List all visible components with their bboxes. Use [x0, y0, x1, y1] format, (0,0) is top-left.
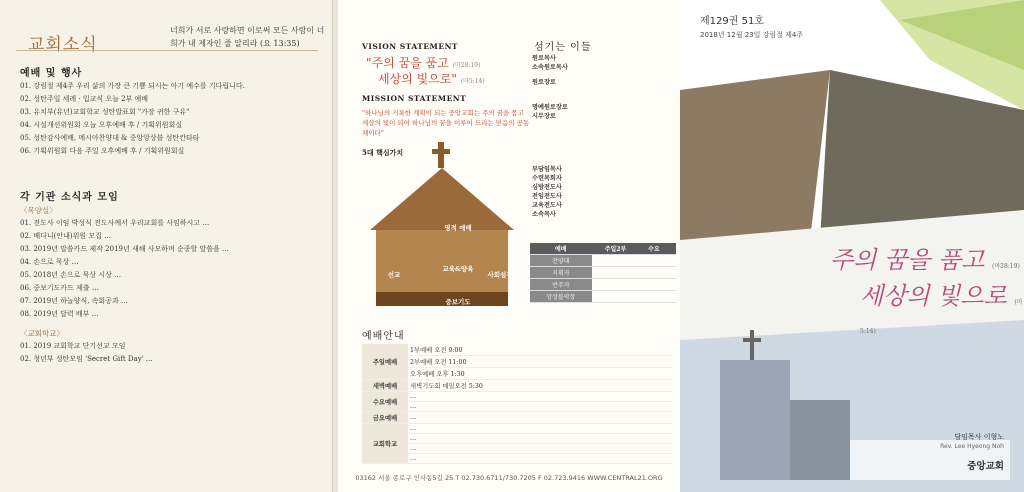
list-item: 03. 2019년 말씀카드 제작 2019년 새해 사모하며 순종할 말씀을 … — [20, 245, 230, 253]
header-cell: 주일2부 — [592, 243, 640, 255]
staff-role: 원로장로 — [532, 79, 556, 86]
service-row: 새벽기도회 매일오전 5:30 — [408, 380, 672, 392]
table-cell — [592, 267, 640, 279]
values-heading: 5대 핵심가치 — [362, 148, 404, 157]
table-cell — [592, 291, 676, 303]
church-name: 중앙교회 — [967, 461, 1004, 472]
staff-row — [532, 78, 674, 87]
cover-panel — [680, 0, 1024, 492]
list-item: 06. 중보기도카드 제출 … — [20, 284, 99, 292]
worship-events-list — [20, 80, 320, 158]
cover-slogan-1-ref: (마28:19) — [992, 263, 1020, 270]
staff-role: 소속원로목사 — [532, 64, 568, 71]
staff-row — [532, 54, 674, 63]
list-item: 07. 2019년 하늘양식, 속회공과 … — [20, 297, 128, 305]
table-row — [362, 402, 672, 412]
service-category: 교회학교 — [362, 424, 408, 464]
service-row: 1부예배 오전 9:00 — [408, 344, 672, 356]
table-row — [362, 380, 672, 392]
list-item: 01. 2019 교회학교 단기선교 모임 — [20, 342, 126, 350]
service-row: … — [408, 402, 672, 412]
cross-icon — [438, 142, 444, 168]
theme-verse: 너희가 서로 사랑하면 이로써 모든 사람이 너희가 내 제자인 줄 알리라 (요 13:35) — [170, 26, 325, 48]
value-education: 교육&양육 — [442, 265, 474, 273]
table-row — [362, 424, 672, 434]
list-item: 01. 전도사 이임 박성식 전도사께서 우리교회를 사임하시고 … — [20, 219, 210, 227]
house-body — [376, 230, 508, 296]
list-item: 05. 2018년 손으로 묵상 시상 … — [20, 271, 122, 279]
staff-role: 수련목회자 — [532, 175, 562, 182]
staff-row — [532, 201, 674, 210]
table-row — [362, 412, 672, 424]
list-item: 02. 청년부 성탄모임 'Secret Gift Day' … — [20, 355, 153, 363]
pastor-name-en: Rev. Lee Hyeong Noh — [940, 443, 1004, 450]
table-cell — [639, 267, 668, 279]
section-heading: 각 기관 소식과 모임 — [20, 192, 119, 203]
cross-bar — [743, 338, 761, 342]
choir-table — [530, 243, 676, 303]
table-cell — [669, 279, 676, 291]
header-cell: 수요 — [639, 243, 668, 255]
service-category: 주일예배 — [362, 344, 408, 380]
table-cell — [592, 255, 640, 267]
list-item: 05. 성탄감사예배, 메시아찬양대 & 중앙앙상블 성탄칸타타 — [20, 134, 200, 142]
table-row — [362, 444, 672, 454]
staff-row — [532, 165, 674, 174]
table-row — [530, 291, 676, 303]
worship-schedule-table — [362, 344, 672, 464]
table-row — [362, 356, 672, 368]
list-item: 02. 성탄주일 세례 · 입교식 오늘 2부 예배 — [20, 95, 149, 103]
staff-role: 교육전도사 — [532, 202, 562, 209]
vision-panel — [338, 0, 680, 492]
service-row: … — [408, 444, 672, 454]
service-row: … — [408, 454, 672, 464]
staff-role: 명예원로장로 — [532, 104, 568, 111]
church-address-footer: 03162 서울 종로구 인사동5길 25 T 02.730.6711/730.7205 F 02.723.9416 WWW.CENTRAL21.ORG — [355, 474, 663, 482]
staff-role: 심방전도사 — [532, 184, 562, 191]
header-cell: 예배 — [530, 243, 592, 255]
value-worship: 영적 예배 — [444, 224, 472, 232]
pastor-name: 담임목사 이형노 — [954, 433, 1004, 441]
service-row: … — [408, 434, 672, 444]
staff-list — [532, 54, 674, 219]
news-panel — [0, 0, 333, 492]
list-item: 04. 손으로 묵상 … — [20, 258, 79, 266]
list-item: 01. 강림절 제4주 우리 삶의 가장 큰 기쁨 되시는 아기 예수를 기다립니다. — [20, 82, 245, 90]
vision-line-1 — [366, 56, 480, 73]
divider — [16, 50, 318, 51]
table-cell — [592, 279, 640, 291]
mission-heading: MISSION STATEMENT — [362, 94, 467, 103]
value-mission: 선교 — [387, 271, 401, 279]
row-label: 반주자 — [530, 279, 592, 291]
table-cell — [669, 267, 676, 279]
table-row — [530, 279, 676, 291]
service-row: … — [408, 392, 672, 402]
cross-bar — [432, 149, 450, 154]
roof-shape — [370, 168, 514, 230]
org-news-list — [20, 204, 320, 366]
vision-line-2-ref: (마5:14) — [460, 78, 485, 85]
cover-slogan-2-text: 세상의 빛으로 — [860, 282, 1007, 310]
table-row — [362, 434, 672, 444]
service-row: 2부예배 오전 11:00 — [408, 356, 672, 368]
staff-row — [532, 183, 674, 192]
staff-row — [532, 210, 674, 219]
row-label: 찬양대 — [530, 255, 592, 267]
staff-role: 전임전도사 — [532, 193, 562, 200]
staff-row — [532, 174, 674, 183]
subhead: 〈교회학교〉 — [20, 329, 64, 338]
table-cell — [639, 255, 668, 267]
staff-role: 소속목사 — [532, 211, 556, 218]
worship-photo — [680, 70, 830, 240]
value-prayer: 중보기도 — [445, 298, 471, 306]
table-row — [362, 368, 672, 380]
table-row — [530, 255, 676, 267]
list-item: 08. 2019년 달력 배부 … — [20, 310, 99, 318]
cover-slogan-1-text: 주의 꿈을 품고 — [830, 246, 985, 274]
staff-row — [532, 112, 674, 121]
list-item: 06. 기획위원회 다음 주일 오후예배 후 / 기획위원회실 — [20, 147, 185, 155]
staff-row — [532, 192, 674, 201]
value-service: 사회섬김 — [487, 271, 513, 279]
cover-slogan-line-1 — [830, 240, 1020, 275]
table-row — [530, 267, 676, 279]
table-cell — [669, 255, 676, 267]
table-row — [362, 454, 672, 464]
section-heading: 예배 및 행사 — [20, 68, 83, 79]
news-title: 교회소식 — [28, 35, 98, 55]
issue-date: 2018년 12월 23일 강림절 제4주 — [700, 31, 804, 39]
staff-title: 섬기는 이들 — [534, 42, 592, 53]
staff-role: 시무장로 — [532, 113, 556, 120]
service-row: 오후예배 오후 1:30 — [408, 368, 672, 380]
service-row: … — [408, 412, 672, 424]
vision-line-1-text: "주의 꿈을 품고 — [366, 56, 449, 70]
service-category: 금요예배 — [362, 412, 408, 424]
list-item: 03. 유치부(유년)교회학교 성탄발표회 "가장 귀한 구유" — [20, 108, 190, 116]
vision-line-2 — [378, 72, 485, 89]
table-row — [362, 344, 672, 356]
staff-row — [532, 63, 674, 72]
cover-slogan-line-2 — [860, 276, 1024, 339]
table-cell — [639, 279, 668, 291]
service-category: 수요예배 — [362, 392, 408, 412]
service-category: 새벽예배 — [362, 380, 408, 392]
row-label: 지휘자 — [530, 267, 592, 279]
pastor-credit — [940, 432, 1004, 452]
vision-line-1-ref: (마28:19) — [452, 62, 481, 69]
cross-icon — [750, 330, 754, 360]
row-label: 앙상블악장 — [530, 291, 592, 303]
building-shape — [720, 360, 790, 480]
mission-text: "하나님의 거룩한 계획이 되는 중앙교회는 주의 꿈을 품고 세상의 빛이 되어 하나님의 꿈을 이루어 드리는 믿음의 공동체이다" — [362, 109, 530, 137]
vision-line-2-text: 세상의 빛으로" — [378, 72, 457, 86]
table-header — [530, 243, 676, 255]
cover-slogan-2-ref: (마5:14) — [860, 299, 1023, 335]
list-item: 04. 시설개선위원회 오늘 오후예배 후 / 기획위원회실 — [20, 121, 183, 129]
table-row — [362, 392, 672, 402]
list-item: 02. 베다니(안내)위원 모집 … — [20, 232, 112, 240]
vision-heading: VISION STATEMENT — [362, 42, 459, 51]
staff-role: 부담임목사 — [532, 166, 562, 173]
building-shape — [790, 400, 850, 480]
service-row: … — [408, 424, 672, 434]
issue-number: 제129권 51호 — [700, 16, 764, 27]
staff-row — [532, 103, 674, 112]
worship-guide-title: 예배안내 — [362, 331, 405, 342]
subhead: 〈목양실〉 — [20, 206, 57, 215]
staff-role: 원로목사 — [532, 55, 556, 62]
header-cell — [669, 243, 676, 255]
